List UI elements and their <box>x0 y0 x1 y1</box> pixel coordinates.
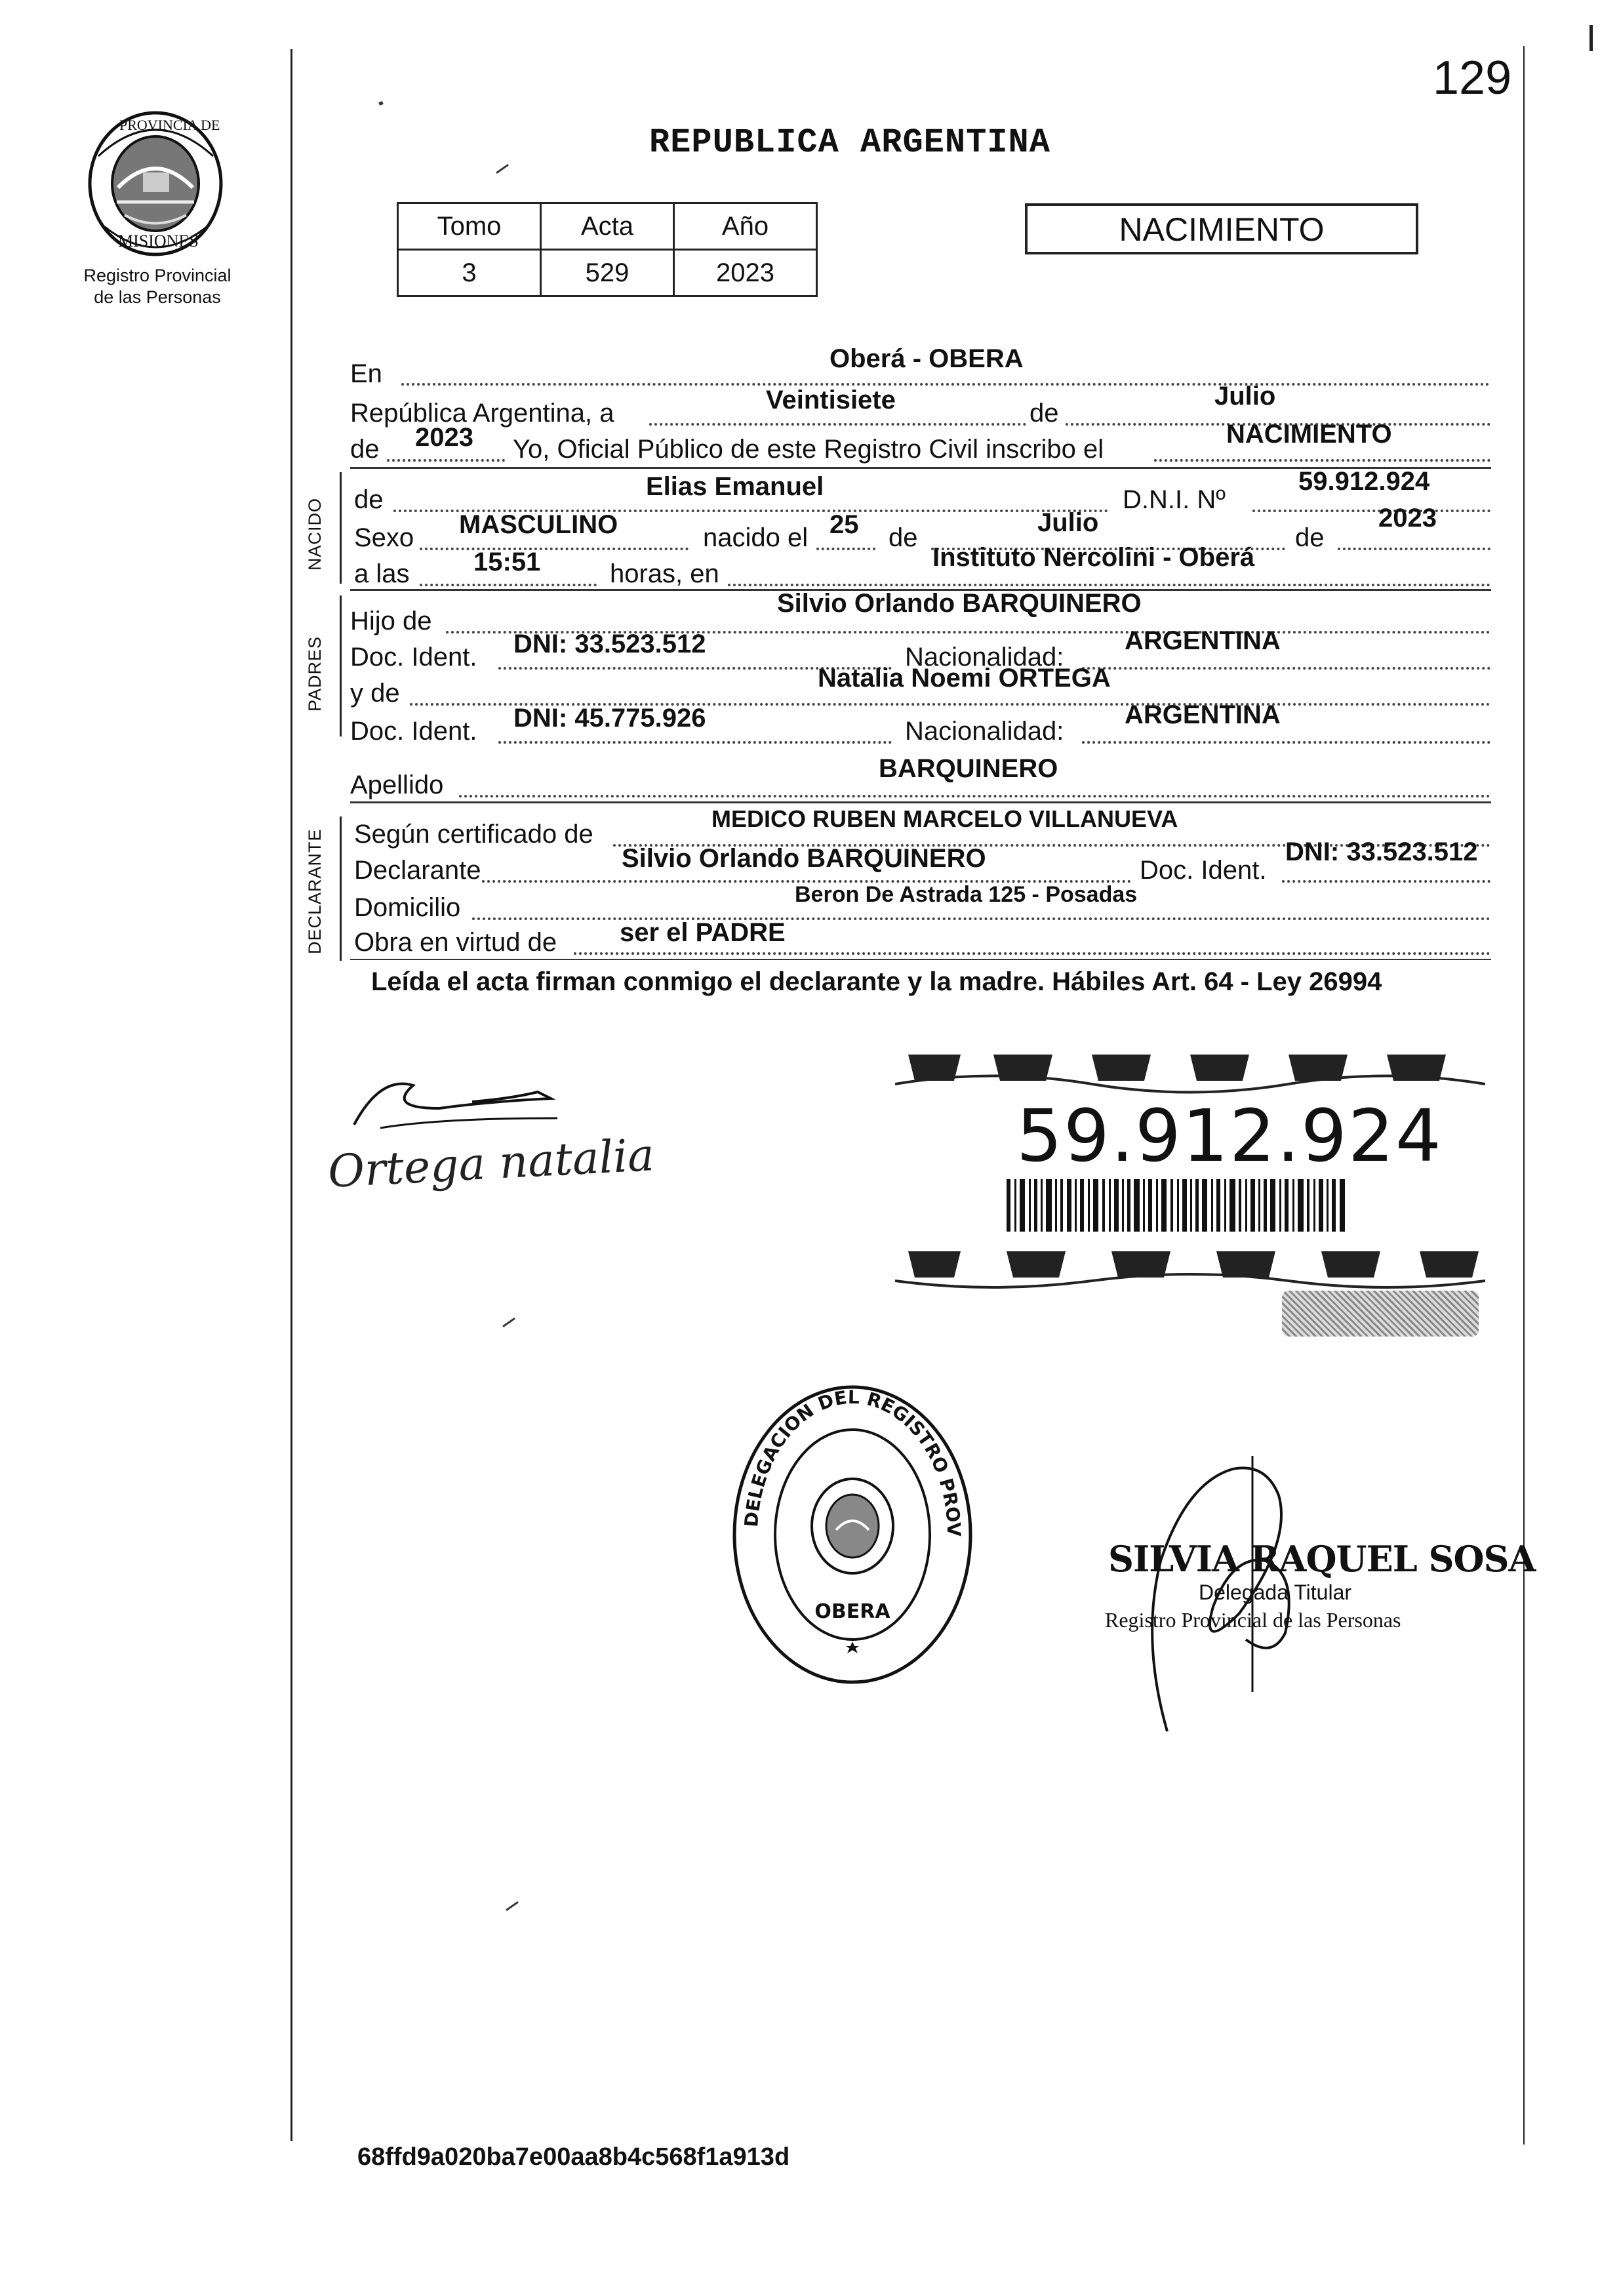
registry-name-line2: de las Personas <box>94 287 221 307</box>
dotline <box>1154 459 1490 462</box>
delegation-seal <box>728 1380 977 1689</box>
birth-year: 2023 <box>1378 504 1437 533</box>
nacido-el-label: nacido el <box>703 523 809 552</box>
signature-stroke <box>341 1062 577 1144</box>
closing-text: Leída el acta firman conmigo el declarante y la madre. Hábiles Art. 64 - Ley 26994 <box>371 967 1382 996</box>
emblem-text-bottom: MISIONES <box>118 232 199 251</box>
declarante-name: Silvio Orlando BARQUINERO <box>622 844 986 873</box>
day-value: Veintisiete <box>766 386 896 414</box>
dni-sticker <box>895 1048 1485 1337</box>
value-acta: 529 <box>541 250 674 296</box>
dotline <box>498 741 892 744</box>
month-de-label: de <box>1029 399 1059 428</box>
pen-tick <box>506 1901 519 1911</box>
declarante-section-label: DECLARANTE <box>305 828 325 954</box>
left-margin-line <box>290 49 292 2141</box>
sexo-label: Sexo <box>354 523 414 552</box>
dotline <box>728 584 1490 586</box>
document-title: REPUBLICA ARGENTINA <box>649 123 1050 162</box>
domicilio-label: Domicilio <box>354 893 461 922</box>
declarante-doc: DNI: 33.523.512 <box>1285 837 1478 866</box>
dotline <box>1082 667 1490 670</box>
record-type-box <box>1025 203 1418 254</box>
cert-value: MEDICO RUBEN MARCELO VILLANUEVA <box>711 805 1178 832</box>
svg-text:OBERA: OBERA <box>814 1600 890 1623</box>
dni-sticker-number: 59.912.924 <box>1016 1094 1443 1178</box>
dotline <box>401 383 1490 386</box>
dni-label: D.N.I. Nº <box>1123 485 1226 514</box>
dotline <box>574 952 1490 955</box>
province-emblem <box>85 110 226 261</box>
mother-doc: DNI: 45.775.926 <box>513 704 706 733</box>
sexo-value: MASCULINO <box>459 510 618 539</box>
section-bracket <box>340 816 342 961</box>
value-anio: 2023 <box>674 250 817 296</box>
header-anio: Año <box>674 203 817 250</box>
header-tomo: Tomo <box>398 203 541 250</box>
year-prefix-label: de <box>350 435 380 464</box>
seal-ring-text: DELEGACION DEL REGISTRO PROV <box>740 1386 965 1537</box>
page-number: 129 <box>1433 52 1512 104</box>
father-nat-label: Nacionalidad: <box>905 643 1064 672</box>
republic-label: República Argentina, a <box>350 399 614 428</box>
dotline <box>1282 880 1490 883</box>
cert-label: Según certificado de <box>354 820 593 849</box>
official-office: Registro Provincial de las Personas <box>1105 1608 1401 1632</box>
section-bracket <box>340 472 342 584</box>
dotline <box>420 584 597 586</box>
obra-value: ser el PADRE <box>620 918 786 947</box>
hijo-de-label: Hijo de <box>350 607 432 635</box>
section-bracket <box>340 595 342 736</box>
birth-day: 25 <box>829 510 859 539</box>
horas-label: horas, en <box>610 559 719 588</box>
nacido-section-label: NACIDO <box>305 497 325 571</box>
apellido-value: BARQUINERO <box>879 754 1058 783</box>
declarante-label: Declarante <box>354 856 481 885</box>
mother-nat-label: Nacionalidad: <box>905 717 1064 746</box>
nacido-de-label-2: de <box>889 523 918 552</box>
mother-signature: Ortega natalia <box>327 1129 656 1198</box>
record-type: NACIMIENTO <box>1119 211 1325 248</box>
mother-name: Natalia Noemi ORTEGA <box>818 664 1111 693</box>
value-tomo: 3 <box>398 250 541 296</box>
father-doc: DNI: 33.523.512 <box>513 630 706 658</box>
pen-tick <box>496 164 509 174</box>
en-label: En <box>350 359 382 388</box>
birth-place: Instituto Nercolini - Oberá <box>932 543 1255 572</box>
year-value: 2023 <box>415 423 473 452</box>
corner-mark <box>1589 25 1593 51</box>
separator <box>350 959 1491 960</box>
barcode <box>1007 1179 1348 1232</box>
statement-text: Yo, Oficial Público de este Registro Civil inscribo el <box>513 435 1104 464</box>
obra-label: Obra en virtud de <box>354 928 557 957</box>
child-dni: 59.912.924 <box>1298 467 1430 496</box>
dotline <box>1252 510 1490 512</box>
pen-tick <box>378 101 383 106</box>
father-doc-label: Doc. Ident. <box>350 643 477 672</box>
apellido-label: Apellido <box>350 771 444 799</box>
child-name: Elias Emanuel <box>646 472 824 501</box>
month-value: Julio <box>1214 382 1276 411</box>
a-las-label: a las <box>354 559 410 588</box>
declarante-doc-label: Doc. Ident. <box>1140 856 1267 885</box>
birth-month: Julio <box>1037 508 1099 537</box>
dotline <box>387 459 505 462</box>
y-de-label: y de <box>350 679 400 708</box>
registry-name-line1: Registro Provincial <box>83 266 231 285</box>
hologram-mark <box>1282 1291 1479 1337</box>
separator <box>350 801 1491 803</box>
dotline <box>816 548 875 550</box>
birth-time: 15:51 <box>473 548 541 576</box>
event-value: NACIMIENTO <box>1226 420 1392 449</box>
dotline <box>1082 741 1490 744</box>
place-value: Oberá - OBERA <box>829 344 1024 373</box>
padres-section-label: PADRES <box>305 635 325 712</box>
document-hash: 68ffd9a020ba7e00aa8b4c568f1a913d <box>357 2143 790 2171</box>
official-name: SILVIA RAQUEL SOSA <box>1108 1538 1536 1580</box>
mother-doc-label: Doc. Ident. <box>350 717 477 746</box>
father-name: Silvio Orlando BARQUINERO <box>777 589 1142 618</box>
right-margin-line <box>1523 46 1525 2145</box>
pen-tick <box>502 1318 515 1327</box>
emblem-text-top: PROVINCIA DE <box>119 117 220 133</box>
nacido-de-label: de <box>354 485 384 514</box>
dotline <box>1338 548 1490 550</box>
dotline <box>459 795 1490 797</box>
dotline <box>420 548 689 550</box>
official-role: Delegada Titular <box>1199 1581 1352 1604</box>
mother-nationality: ARGENTINA <box>1125 700 1281 729</box>
nacido-de-label-3: de <box>1295 523 1325 552</box>
dotline <box>649 423 1026 426</box>
record-table <box>397 202 818 297</box>
header-acta: Acta <box>541 203 674 250</box>
father-nationality: ARGENTINA <box>1125 626 1281 655</box>
domicilio-value: Beron De Astrada 125 - Posadas <box>795 882 1138 907</box>
